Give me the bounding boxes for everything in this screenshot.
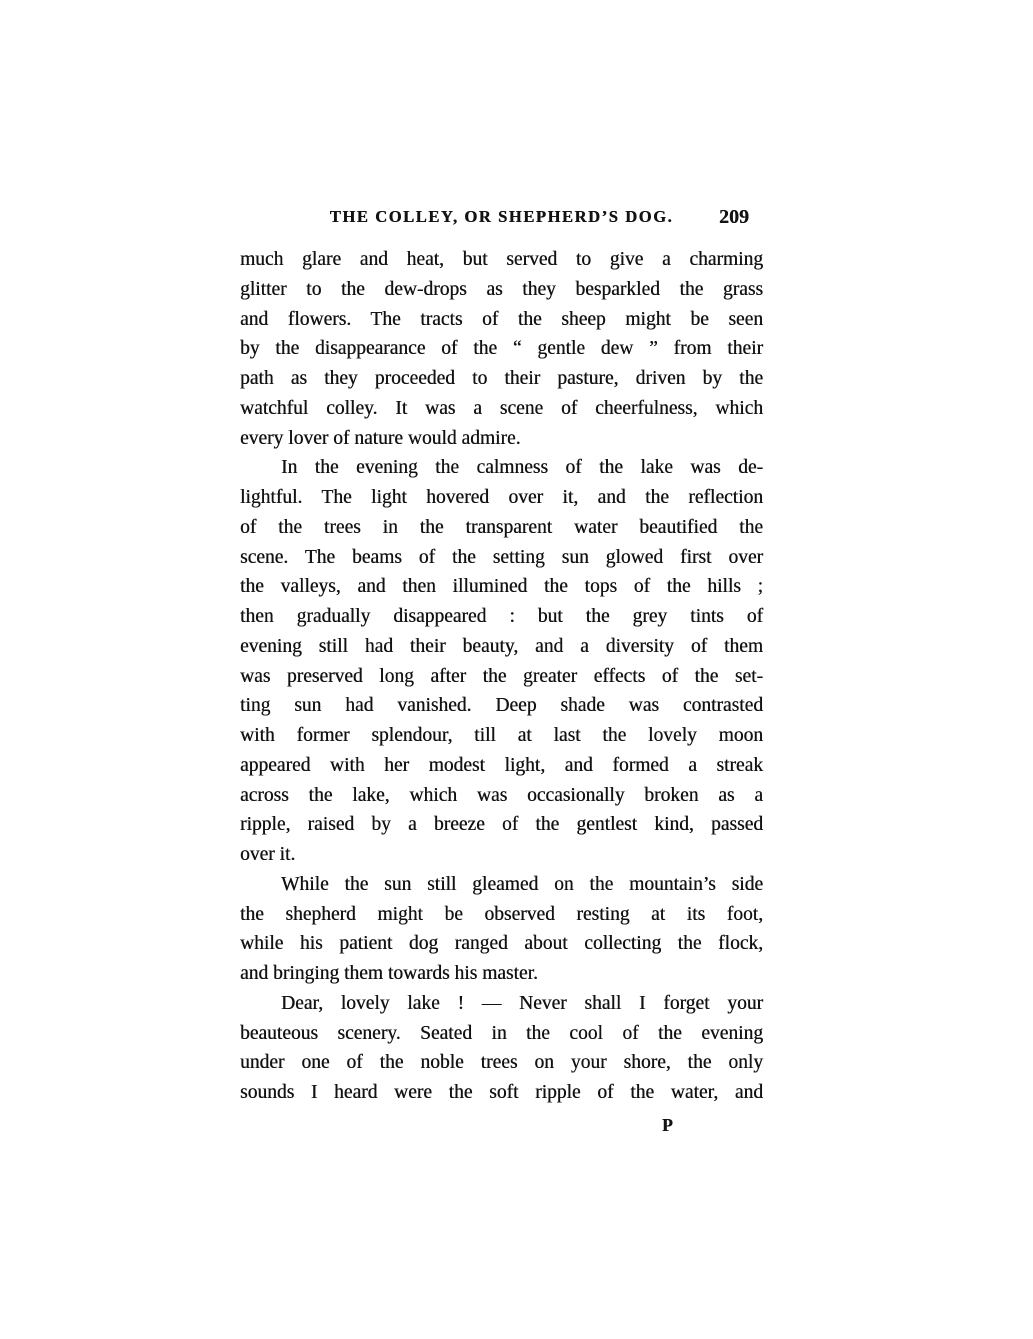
text-line: across the lake, which was occasionally broken as a [240, 784, 763, 806]
signature-mark: P [662, 1115, 673, 1135]
text-line: appeared with her modest light, and formed a streak [240, 754, 763, 776]
paragraph [240, 870, 763, 989]
paragraph [240, 989, 763, 1108]
text-line: watchful colley. It was a scene of cheerfulness, which [240, 397, 763, 419]
text-line: then gradually disappeared : but the grey tints of [240, 606, 763, 627]
text-line: Dear, lovely lake ! — Never shall I forget your [281, 992, 763, 1014]
text-line: and flowers. The tracts of the sheep might be seen [240, 308, 763, 330]
text-line: and bringing them towards his master. [240, 963, 538, 984]
running-title: THE COLLEY, OR SHEPHERD’S DOG. [329, 207, 674, 226]
text-line: path as they proceeded to their pasture, driven by the [240, 368, 763, 389]
text-block [240, 245, 763, 1108]
text-line: while his patient dog ranged about collecting the flock, [240, 933, 763, 955]
text-line: In the evening the calmness of the lake was de- [281, 457, 763, 479]
text-line: the shepherd might be observed resting at its foot, [240, 903, 763, 925]
page-number: 209 [719, 206, 749, 228]
text-line: of the trees in the transparent water beautified the [240, 516, 763, 538]
paragraph [240, 245, 763, 453]
text-line: lightful. The light hovered over it, and the reflection [240, 487, 763, 508]
text-line: While the sun still gleamed on the mountain’s side [281, 873, 763, 895]
page-header [240, 204, 763, 230]
text-line: sounds I heard were the soft ripple of the water, and [240, 1082, 763, 1103]
text-line: by the disappearance of the “ gentle dew ” from their [240, 338, 763, 360]
text-line: under one of the noble trees on your shore, the only [240, 1052, 763, 1074]
text-line: much glare and heat, but served to give a charming [240, 249, 763, 270]
text-line: scene. The beams of the setting sun glowed first over [240, 546, 763, 568]
text-line: beauteous scenery. Seated in the cool of the evening [240, 1022, 763, 1044]
text-line: ting sun had vanished. Deep shade was contrasted [240, 695, 763, 717]
paragraph [240, 453, 763, 870]
text-line: over it. [240, 844, 296, 865]
text-line: ripple, raised by a breeze of the gentlest kind, passed [240, 814, 763, 836]
text-line: evening still had their beauty, and a diversity of them [240, 635, 763, 657]
text-line: every lover of nature would admire. [240, 427, 521, 449]
text-line: the valleys, and then illumined the tops of the hills ; [240, 576, 763, 598]
text-line: glitter to the dew-drops as they besparkled the grass [240, 278, 763, 300]
text-line: with former splendour, till at last the lovely moon [240, 725, 763, 746]
text-line: was preserved long after the greater effects of the set- [240, 665, 763, 687]
